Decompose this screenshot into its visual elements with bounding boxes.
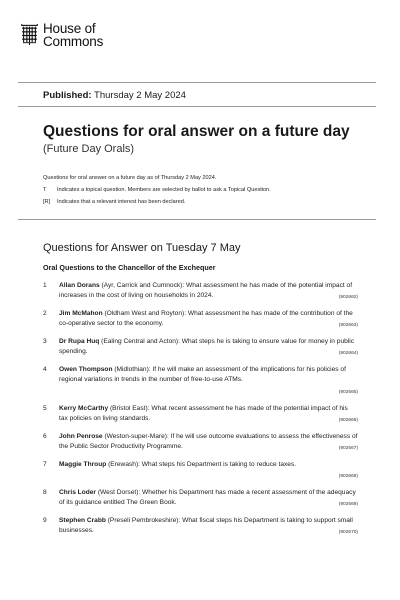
- key-symbol: [R]: [43, 199, 51, 205]
- question-text: (Preseli Pembrokeshire): What fiscal steps his Department is taking to support small businesses.: [59, 517, 353, 534]
- question-text: (Ayr, Carrick and Cumnock): What assessment he has made of the potential impact of increases in the cost of living on households in 2024.: [59, 282, 353, 299]
- question-text: (Bristol East): What recent assessment he has made of the potential impact of his tax policies on living standards.: [59, 405, 348, 422]
- question-item: [43, 404, 358, 424]
- intro-line: Questions for oral answer on a future day as of Thursday 2 May 2024.: [43, 175, 217, 181]
- logo-line-1: House of: [43, 21, 96, 36]
- question-item: [43, 460, 358, 479]
- question-ref: (902664): [338, 351, 358, 356]
- key-topical: [43, 184, 271, 196]
- question-ref: (902665): [338, 390, 358, 395]
- question-text: (Weston-super-Mare): If he will use outcome evaluations to assess the effectiveness of the Public Sector Productivity Programme.: [59, 433, 358, 450]
- key-text: Indicates a topical question. Members are selected by ballot to ask a Topical Question.: [57, 187, 271, 193]
- question-ref: (902670): [338, 530, 358, 535]
- question-member: Dr Rupa Huq: [59, 338, 100, 345]
- question-text: (Midlothian): If he will make an assessment of the implications for his policies of regional variations in trends in the number of free-to-use ATMs.: [59, 366, 346, 383]
- question-number: 5: [43, 405, 47, 412]
- divider: [18, 106, 376, 107]
- page-subtitle: (Future Day Orals): [43, 143, 135, 155]
- question-member: Owen Thompson: [59, 366, 113, 373]
- divider: [18, 82, 376, 83]
- question-ref: (902667): [338, 446, 358, 451]
- page-title: Questions for oral answer on a future day: [43, 123, 350, 140]
- question-member: Kerry McCarthy: [59, 405, 109, 412]
- published-label: Published:: [43, 90, 92, 101]
- question-ref: (902662): [338, 295, 358, 300]
- question-item: [43, 516, 358, 536]
- question-number: 3: [43, 338, 47, 345]
- divider: [18, 219, 376, 220]
- question-member: Jim McMahon: [59, 310, 103, 317]
- question-number: 2: [43, 310, 47, 317]
- published-line: [43, 90, 186, 101]
- key-interest: [43, 196, 271, 208]
- published-date: Thursday 2 May 2024: [94, 90, 186, 101]
- question-number: 7: [43, 461, 47, 468]
- key-text: Indicates that a relevant interest has been declared.: [57, 199, 186, 205]
- question-ref: (902669): [338, 502, 358, 507]
- question-number: 4: [43, 366, 47, 373]
- question-item: [43, 365, 358, 395]
- question-item: [43, 432, 358, 452]
- question-member: Allan Dorans: [59, 282, 100, 289]
- question-item: [43, 488, 358, 508]
- question-ref: (902663): [338, 323, 358, 328]
- question-number: 9: [43, 517, 47, 524]
- question-member: John Penrose: [59, 433, 103, 440]
- question-number: 8: [43, 489, 47, 496]
- house-of-commons-logo: [20, 22, 103, 48]
- key-symbol: T: [43, 187, 47, 193]
- question-member: Maggie Throup: [59, 461, 107, 468]
- logo-line-2: Commons: [43, 34, 104, 49]
- question-item: [43, 309, 358, 329]
- intro-block: [43, 172, 271, 208]
- section-subheading: Oral Questions to the Chancellor of the Exchequer: [43, 263, 216, 272]
- question-text: (Oldham West and Royton): What assessment he has made of the contribution of the co-operative sector to the economy.: [59, 310, 353, 327]
- question-item: [43, 281, 358, 301]
- question-text: (Ealing Central and Acton): What steps he is taking to ensure value for money in public spending.: [59, 338, 355, 355]
- question-text: (Erewash): What steps his Department is taking to reduce taxes.: [106, 461, 297, 468]
- question-number: 1: [43, 282, 47, 289]
- question-member: Stephen Crabb: [59, 517, 106, 524]
- question-number: 6: [43, 433, 47, 440]
- question-ref: (902666): [338, 418, 358, 423]
- question-ref: (902668): [338, 474, 358, 479]
- section-heading: Questions for Answer on Tuesday 7 May: [43, 242, 241, 254]
- question-text: (West Dorset): Whether his Department has made a recent assessment of the adequacy of its guidance entitled The Green Book.: [59, 489, 356, 506]
- question-item: [43, 337, 358, 357]
- portcullis-icon: [20, 23, 39, 45]
- question-member: Chris Loder: [59, 489, 97, 496]
